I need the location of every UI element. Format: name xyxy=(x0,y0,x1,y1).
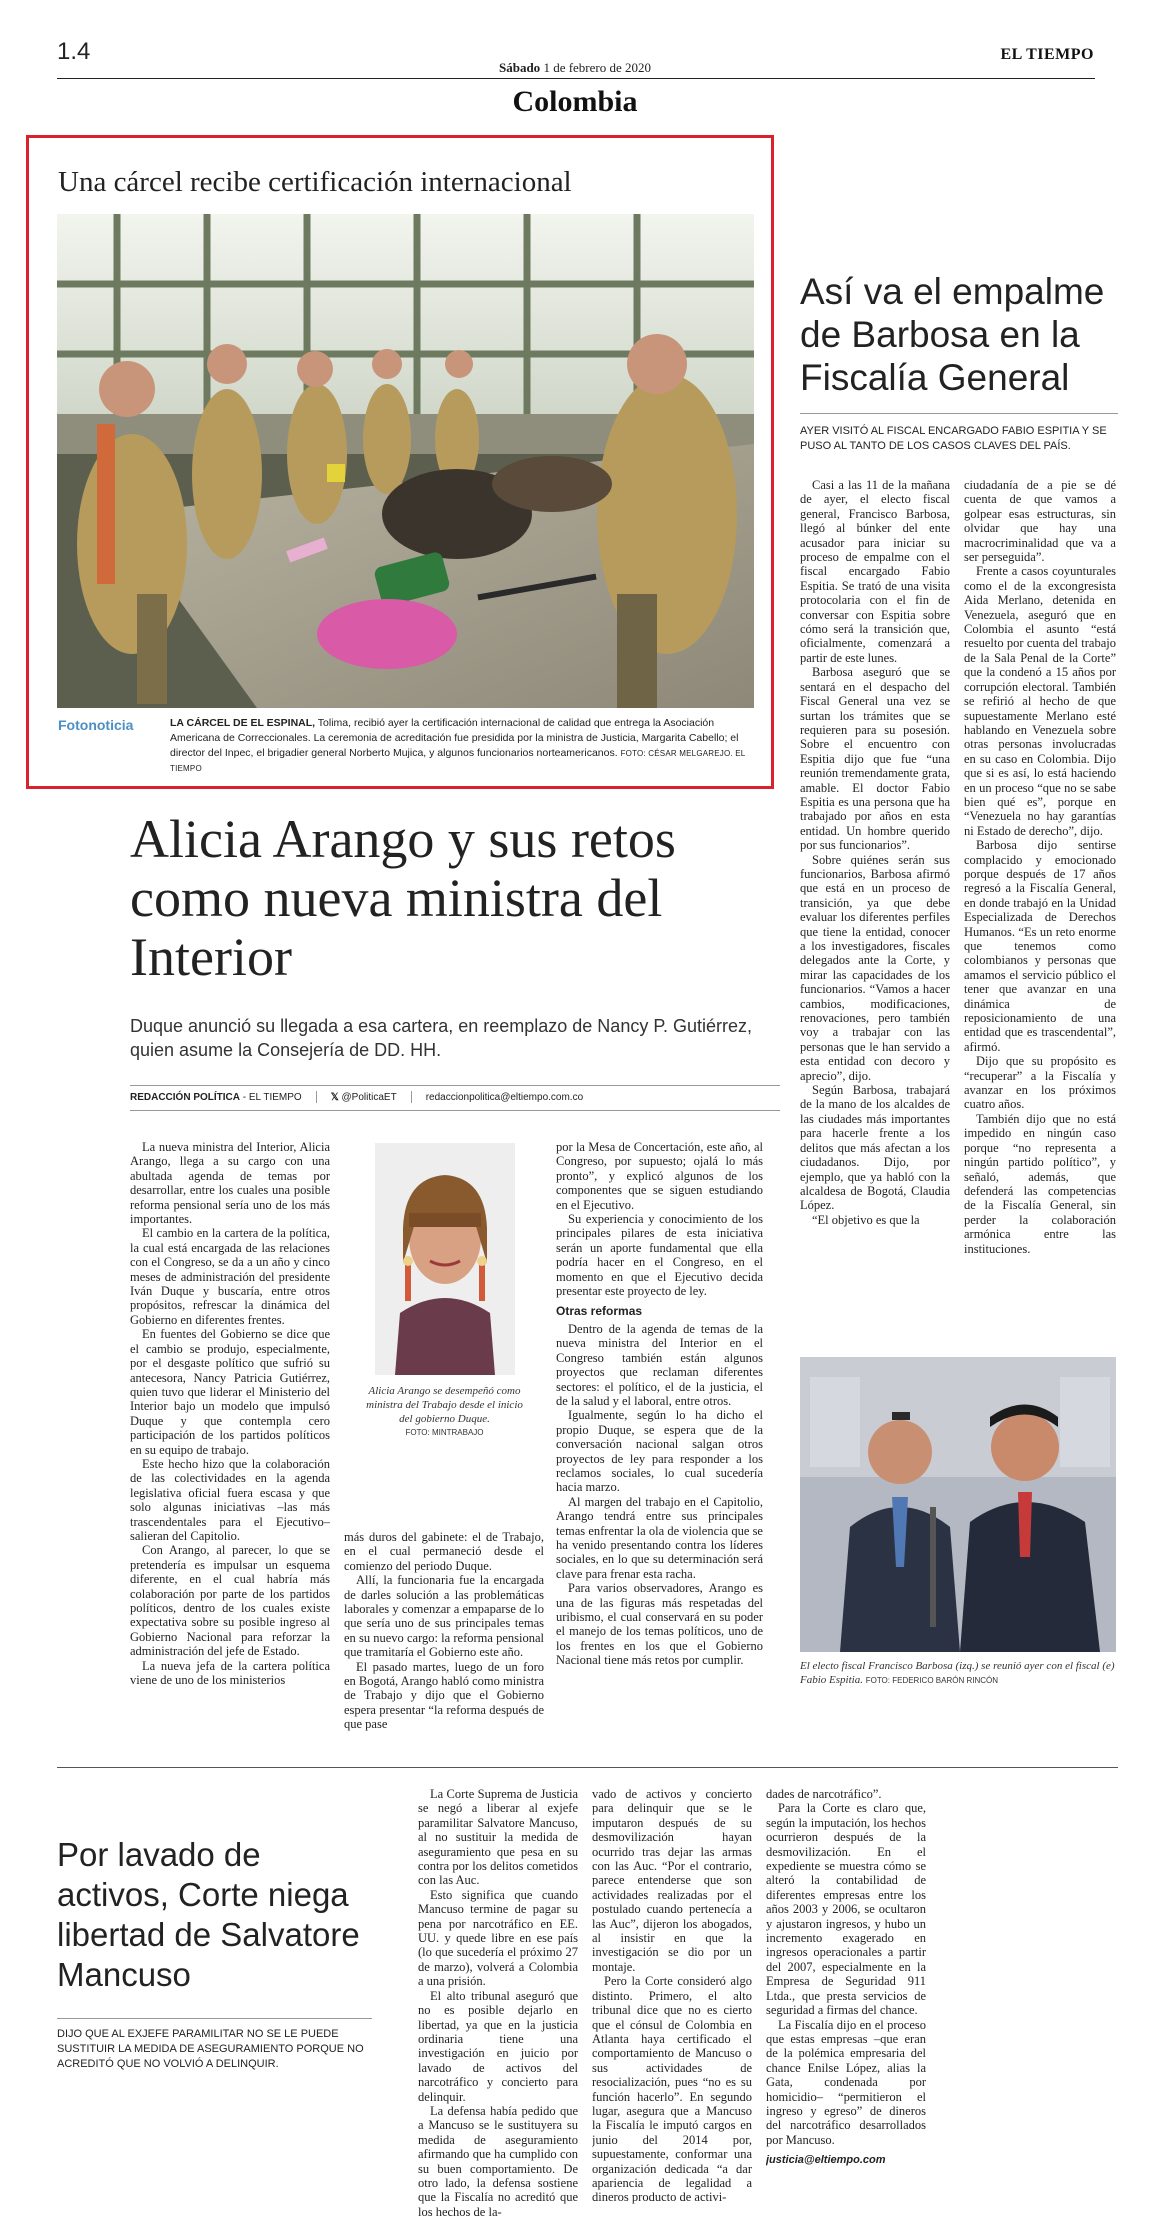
bottom-section-rule xyxy=(57,1767,1118,1768)
issue-date-text: 1 de febrero de 2020 xyxy=(543,60,652,75)
newspaper-brand: EL TIEMPO xyxy=(1000,46,1094,63)
paragraph: Casi a las 11 de la mañana de ayer, el electo fiscal general, Francisco Barbosa, llegó al búnker del ente acusador para iniciar su proceso de empalme con el fiscal encargado Fabio Espitia. Se trató de una visita protocolaria con el fin de conversar con Espitia sobre cómo será la transición que, oficialmente, comenzará a partir de este lunes. xyxy=(800,478,950,665)
arango-photo-caption xyxy=(362,1384,527,1440)
mancuso-column-2 xyxy=(592,1787,752,2227)
feature-caption-body: Tolima, recibió ayer la certificación internacional de calidad que entrega la Asociación Americana de Correccionales. La ceremonia de acreditación fue presidida por la ministra de Justicia, Margarita Cabello; el director del Inpec, el brigadier general Norberto Mujica, y algunos funcionarios norteamericanos. xyxy=(170,717,739,759)
arango-byline xyxy=(130,1091,780,1103)
arango-caption-text: Alicia Arango se desempeñó como ministra del Trabajo desde el inicio del gobierno Duque. xyxy=(366,1385,523,1425)
paragraph: vado de activos y concierto para delinquir que se le imputaron después de su desmovilización hayan ocurrido tras dejar las armas con las Auc. “Por el contrario, parece entenderse que son actividades realizadas por el postulado cuando pertenecía a las Auc”, dijeron los abogados, al insistir en que la investigación se dio por un montaje. xyxy=(592,1787,752,1974)
paragraph: Esto significa que cuando Mancuso termine de pagar su pena por narcotráfico en EE. UU. y quede libre en ese país (lo que sucedería el próximo 27 de marzo), volverá a Colombia a una prisión. xyxy=(418,1887,578,1989)
barbosa-column-1 xyxy=(800,478,950,1300)
paragraph: por la Mesa de Concertación, este año, al Congreso, por supuesto; ojalá lo más pronto”, y explicó algunos de los componentes que se siguen estudiando en el Ejecutivo. xyxy=(556,1140,763,1212)
paragraph: Pero la Corte consideró algo distinto. Primero, el alto tribunal dice que no es cierto que el cónsul de Colombia en Atlanta haya certificado el comportamiento de Mancuso o sus actividades de resocialización, pues “no es su función hacerlo”. En segundo lugar, asegura que a Mancuso la Fiscalía le imputó cargos en junio del 2014 por, supuestamente, conformar una organización dedicada “a dar apariencia de legalidad a dineros producto de activi- xyxy=(592,1974,752,2205)
paragraph: más duros del gabinete: el de Trabajo, en el cual permaneció desde el comienzo del periodo Duque. xyxy=(344,1530,544,1573)
mancuso-headline: Por lavado de activos, Corte niega libertad de Salvatore Mancuso xyxy=(57,1836,360,1993)
feature-caption-lead: LA CÁRCEL DE EL ESPINAL, xyxy=(170,717,316,729)
arango-headline: Alicia Arango y sus retos como nueva ministra del Interior xyxy=(130,809,676,987)
barbosa-column-2 xyxy=(964,478,1116,1348)
byline-twitter-handle: @PoliticaET xyxy=(341,1091,397,1103)
fotonoticia-tag: Fotonoticia xyxy=(58,717,134,733)
paragraph: También dijo que no está impedido en ningún caso porque “no representa a ningún partido político”, y señaló, además, que defenderá las competencias de la Fiscalía General, sin perder la colaboración armónica entre las instituciones. xyxy=(964,1111,1116,1256)
barbosa-rule xyxy=(800,413,1118,414)
paragraph: Barbosa aseguró que se sentará en el despacho del Fiscal General una vez se surtan los trámites que se requieren para su posesión. Sobre el encuentro con Espitia dijo que fue “una reunión tremendamente grata, amable. El doctor Fabio Espitia es una persona que ha trabajado por años en esta entidad. Un hombre querido por sus funcionarios”. xyxy=(800,665,950,853)
paragraph: El pasado martes, luego de un foro en Bogotá, Arango habló como ministra de Trabajo y dijo que el Gobierno espera presentar “la reforma después de que pase xyxy=(344,1659,544,1732)
arango-portrait xyxy=(375,1143,515,1375)
barbosa-photo-credit: FOTO: FEDERICO BARÓN RINCÓN xyxy=(865,1676,999,1685)
paragraph: Su experiencia y conocimiento de los principales pilares de esta iniciativa serán un aporte fundamental que ella podría hacer en el Congreso, en el momento en que el Ejecutivo decida presentar este proyecto de ley. xyxy=(556,1212,763,1299)
barbosa-lede: AYER VISITÓ AL FISCAL ENCARGADO FABIO ESPITIA Y SE PUSO AL TANTO DE LOS CASOS CLAVES DEL PAÍS. xyxy=(800,425,1107,452)
byline-author-block xyxy=(130,1092,302,1103)
paragraph: Este hecho hizo que la colaboración de las colectividades en la agenda legislativa oficial fuera escasa y que solo algunas iniciativas –las más trascendentales para el Ejecutivo– salieran del Capitolio. xyxy=(130,1456,330,1543)
arango-column-1 xyxy=(130,1140,330,1760)
paragraph: Frente a casos coyunturales como el de la excongresista Aida Merlano, detenida en Venezuela, aseguró que en Colombia el asunto “está resuelto por cuenta del trabajo de la Sala Penal de la Corte” que la condenó a 15 años por corrupción electoral. También se refirió al hecho de que supuestamente Merlano esté hablando en Venezuela sobre otras personas involucradas en su caso en Colombia. Dijo que si es así, lo está haciendo en un proceso “que no se sabe bien qué es”, porque en “Venezuela no hay garantías ni Estado de derecho”, dijo. xyxy=(964,564,1116,838)
arango-column-2 xyxy=(344,1530,544,1762)
feature-title: Una cárcel recibe certificación internacional xyxy=(58,166,572,198)
paragraph: El alto tribunal aseguró que no es posible dejarlo en libertad, ya que en la justicia ordinaria tiene una investigación en juicio por lavado de activos del narcotráfico y concierto para delinquir. xyxy=(418,1988,578,2104)
arango-photo-credit: FOTO: MINTRABAJO xyxy=(405,1428,484,1437)
barbosa-headline: Así va el empalme de Barbosa en la Fiscalía General xyxy=(800,271,1105,398)
byline-divider xyxy=(316,1091,317,1103)
prison-workshop-photo xyxy=(57,214,754,708)
paragraph: “El objetivo es que la xyxy=(812,1212,920,1227)
paragraph: Al margen del trabajo en el Capitolio, Arango tendrá entre sus principales temas enfrentar la ola de violencia que se ha venido presentando contra los líderes sociales, en lo que su determinación será clave para frenar esta racha. xyxy=(556,1494,763,1581)
byline-author: REDACCIÓN POLÍTICA xyxy=(130,1091,240,1103)
paragraph: El cambio en la cartera de la política, la cual está encargada de las relaciones con el Congreso, se da a un año y cinco meses de administración del presidente Iván Duque y buscaría, entre otros propósitos, refrescar la dinámica del Gobierno en diferentes frentes. xyxy=(130,1226,330,1327)
byline-outlet: - EL TIEMPO xyxy=(240,1091,302,1103)
paragraph: Barbosa dijo sentirse complacido y emocionado porque después de 17 años regresó a la Fiscalía General, en donde trabajó en la Unidad Especializada de Derechos Humanos. “Es un reto enorme que tenemos como colombianos y personas que amamos el servicio público el tener que avanzar en una dinámica de reposicionamiento de una entidad que es trascendental”, afirmó. xyxy=(964,838,1116,1054)
mancuso-lede: DIJO QUE AL EXJEFE PARAMILITAR NO SE LE PUEDE SUSTITUIR LA MEDIDA DE ASEGURAMIENTO PORQUE NO ACREDITÓ QUE NO VOLVIÓ A DELINQUIR. xyxy=(57,2028,364,2070)
paragraph: Según Barbosa, trabajará de la mano de los alcaldes de las ciudades más importantes para hacerle frente a los delitos que más afectan a los ciudadanos. Dijo, por ejemplo, que ya habló con la alcaldesa de Bogotá, Claudia López. xyxy=(800,1083,950,1213)
barbosa-photo-caption xyxy=(800,1659,1116,1688)
byline-email[interactable]: redaccionpolitica@eltiempo.com.co xyxy=(425,1091,584,1103)
paragraph: La Corte Suprema de Justicia se negó a liberar al exjefe paramilitar Salvatore Mancuso, al no sustituir la medida de aseguramiento que pesa en su contra por los delitos cometidos con las Auc. xyxy=(418,1787,578,1888)
paragraph: ciudadanía de a pie se dé cuenta de que vamos a golpear esas estructuras, sin olvidar que hay una macrocriminalidad que va a ser perseguida”. xyxy=(964,478,1116,565)
byline-twitter[interactable] xyxy=(331,1092,397,1103)
mancuso-column-3 xyxy=(766,1787,926,2227)
byline-divider xyxy=(411,1091,412,1103)
paragraph: Allí, la funcionaria fue la encargada de darles solución a las problemáticas laborales y comenzar a empaparse de lo que sería uno de sus principales temas en su nuevo cargo: la reforma pensional que tramitaría el Gobierno este año. xyxy=(344,1573,544,1660)
masthead-rule xyxy=(57,78,1095,79)
paragraph: La Fiscalía dijo en el proceso que estas empresas –que eran de la polémica empresaria del chance Enilse López, alias la Gata, condenada por homicidio– “permitieron el ingreso y egreso” de dineros del narcotráfico desarrollados por Mancuso. xyxy=(766,2017,926,2147)
byline-rule-top xyxy=(130,1085,780,1086)
arango-deck: Duque anunció su llegada a esa cartera, en reemplazo de Nancy P. Gutiérrez, quien asume la Consejería de DD. HH. xyxy=(130,1016,753,1060)
paragraph: La nueva jefa de la cartera política viene de uno de los ministerios xyxy=(130,1658,330,1688)
section-title: Colombia xyxy=(512,85,638,118)
justicia-email[interactable]: justicia@eltiempo.com xyxy=(766,2154,886,2167)
mancuso-column-1 xyxy=(418,1787,578,2227)
twitter-icon: 𝕏 xyxy=(330,1091,339,1103)
paragraph: dades de narcotráfico”. xyxy=(766,1787,882,1801)
issue-date xyxy=(0,60,1150,76)
feature-caption xyxy=(170,716,750,776)
page-number: 1.4 xyxy=(57,38,91,65)
feature-photo-credit: FOTO: CÉSAR MELGAREJO. EL TIEMPO xyxy=(170,749,746,773)
paragraph: Para la Corte es claro que, según la imputación, los hechos ocurrieron después de la desmovilización. En el expediente se muestra cómo se alteró la contabilidad de diferentes empresas entre los años 2003 y 2006, se ocultaron y ajustaron ingresos, y hubo un incremento exagerado en ingresos operacionales a partir del 2007, especialmente en la Empresa de Seguridad 911 Ltda., que presta servicios de seguridad a firmas del chance. xyxy=(766,1801,926,2018)
issue-day: Sábado xyxy=(498,60,541,75)
paragraph: Sobre quiénes serán sus funcionarios, Barbosa afirmó que está en un proceso de transición, ya que debe evaluar los diferentes perfiles que tiene la entidad, conocer a los investigadores, fiscales delegados ante la Corte, y mirar las capacidades de los funcionarios. “Vamos a hacer cambios, modificaciones, renovaciones, pero también voy a trabajar con las personas que le han servido a esta entidad con decoro y aprecio”, dijo. xyxy=(800,852,950,1083)
subhead-otras-reformas: Otras reformas xyxy=(556,1304,643,1319)
paragraph: Igualmente, según lo ha dicho el propio Duque, se espera que de la conversación nacional salgan otros proyectos de ley para responder a los reclamos sociales, lo cual sucedería hacia marzo. xyxy=(556,1408,763,1495)
paragraph: Para varios observadores, Arango es una de las figuras más respetadas del uribismo, el cual conservará en su poder el manejo de los temas políticos, uno de los frentes en los que el Gobierno Nacional tiene más retos por cumplir. xyxy=(556,1581,763,1668)
arango-column-3 xyxy=(556,1140,763,1760)
paragraph: Dijo que su propósito es “recuperar” a la Fiscalía y avanzar en los próximos cuatro años. xyxy=(964,1054,1116,1112)
mancuso-rule xyxy=(57,2018,372,2019)
byline-rule-bottom xyxy=(130,1110,780,1111)
paragraph: La defensa había pedido que a Mancuso se le sustituyera su medida de aseguramiento afirmando que ha cumplido con su buen comportamiento. De otro lado, la defensa sostiene que la Fiscalía no acreditó que los hechos de la- xyxy=(418,2103,578,2219)
barbosa-espitia-photo xyxy=(800,1357,1116,1652)
paragraph: La nueva ministra del Interior, Alicia Arango, llega a su cargo con una abultada agenda de temas por desarrollar, entre los cuales una posible reforma pensional sería uno de los más importantes. xyxy=(130,1140,330,1227)
paragraph: Con Arango, al parecer, lo que se pretendería es impulsar un esquema diferente, en el cual habría más colaboración por parte de los partidos políticos, dentro de los cuales existe expectativa sobre su posible ingreso al Gobierno Nacional para reforzar la administración del jefe de Estado. xyxy=(130,1543,330,1659)
barbosa-caption-text: El electo fiscal Francisco Barbosa (izq.) se reunió ayer con el fiscal (e) Fabio Espitia. xyxy=(800,1660,1115,1686)
paragraph: En fuentes del Gobierno se dice que el cambio se produjo, especialmente, por el desgaste político que sufrió su antecesora, Nancy Patricia Gutiérrez, quien tuvo que liderar el Ministerio del Interior bajo un modelo que impulsó Duque y que contempla cero participación de los partidos políticos en su equipo de trabajo. xyxy=(130,1327,330,1457)
paragraph: Dentro de la agenda de temas de la nueva ministra del Interior en el Congreso también están algunos proyectos que reclaman diferentes sectores: el político, el de la justicia, el de la salud y el laboral, entre otros. xyxy=(556,1321,763,1408)
